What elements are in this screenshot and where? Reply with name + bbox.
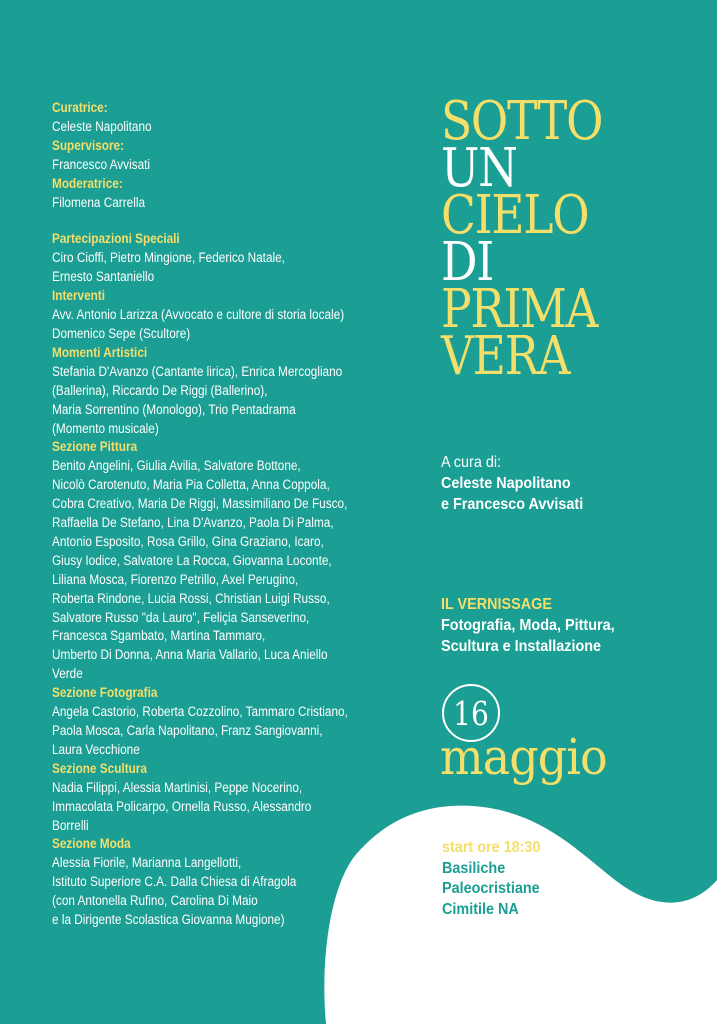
credit-line: Raffaella De Stefano, Lina D'Avanzo, Paola Di Palma, <box>52 515 334 531</box>
credit-line: Salvatore Russo "da Lauro", Feliçia Sanseverino, <box>52 609 310 625</box>
credit-line: Nadia Filippi, Alessia Martinisi, Peppe Nocerino, <box>52 779 303 795</box>
title-line: VERA <box>441 326 570 387</box>
vernissage-categories: Fotografia, Moda, Pittura, <box>441 617 615 634</box>
curator-name: Celeste Napolitano <box>441 475 571 492</box>
credit-section-label: Sezione Scultura <box>52 760 147 776</box>
credit-line: Alessia Fiorile, Marianna Langellotti, <box>52 855 242 871</box>
title-line: UN <box>441 138 517 199</box>
credit-line: Domenico Sepe (Scultore) <box>52 325 191 341</box>
credit-line: Francesco Avvisati <box>52 156 151 172</box>
credit-line: Celeste Napolitano <box>52 118 152 134</box>
vernissage-heading: IL VERNISSAGE <box>441 596 552 613</box>
title-line: SOTTO <box>441 91 603 152</box>
credit-line: Verde <box>52 666 83 682</box>
credit-section-label: Momenti Artistici <box>52 344 148 360</box>
credit-section-label: Moderatrice: <box>52 175 123 191</box>
credit-line: Roberta Rindone, Lucia Rossi, Christian Luigi Russo, <box>52 590 330 606</box>
credits-list <box>52 99 369 930</box>
credit-line: (Momento musicale) <box>52 420 159 436</box>
title-line: CIELO <box>441 185 589 246</box>
credit-line: Borrelli <box>52 817 89 833</box>
credit-line: Maria Sorrentino (Monologo), Trio Pentadrama <box>52 401 296 417</box>
credit-line: e la Dirigente Scolastica Giovanna Mugione) <box>52 912 285 928</box>
credit-section-label: Curatrice: <box>52 100 108 115</box>
title-line: PRIMA <box>441 279 598 340</box>
credit-section-label: Sezione Pittura <box>52 439 138 455</box>
credit-line: Istituto Superiore C.A. Dalla Chiesa di Afragola <box>52 874 297 890</box>
date-month: maggio <box>440 728 607 786</box>
credit-section-label: Supervisore: <box>52 137 125 153</box>
credit-section-label: Sezione Fotografia <box>52 685 158 701</box>
credit-line: Paola Mosca, Carla Napolitano, Franz Sangiovanni, <box>52 723 323 738</box>
title-line: DI <box>441 232 493 293</box>
credit-line: Ciro Cioffi, Pietro Mingione, Federico Natale, <box>52 250 285 266</box>
credit-line: Laura Vecchione <box>52 741 140 757</box>
start-time: start ore 18:30 <box>442 839 541 856</box>
event-title <box>441 91 603 387</box>
credit-line: Giusy Iodice, Salvatore La Rocca, Giovanna Loconte, <box>52 552 332 568</box>
credit-section-label: Partecipazioni Speciali <box>52 231 180 247</box>
venue-block <box>442 838 540 920</box>
credit-line: Benito Angelini, Giulia Avilia, Salvatore Bottone, <box>52 458 301 474</box>
vernissage-categories: Scultura e Installazione <box>441 638 602 655</box>
credit-line: Antonio Esposito, Rosa Grillo, Gina Graziano, Icaro, <box>52 533 324 549</box>
credit-line: Stefania D'Avanzo (Cantante lirica), Enrica Mercogliano <box>52 363 343 379</box>
credit-line: (con Antonella Rufino, Carolina Di Maio <box>52 893 258 909</box>
venue-line: Cimitile NA <box>442 900 519 918</box>
vernissage-block <box>441 594 615 657</box>
curated-by-intro: A cura di: <box>441 454 502 471</box>
credit-line: (Ballerina), Riccardo De Riggi (Ballerino), <box>52 382 268 398</box>
venue-line: Basiliche <box>442 859 506 877</box>
credit-line: Cobra Creativo, Maria De Riggi, Massimiliano De Fusco, <box>52 496 348 512</box>
credit-line: Liliana Mosca, Fiorenzo Petrillo, Axel Perugino, <box>52 571 299 587</box>
credit-line: Immacolata Policarpo, Ornella Russo, Alessandro <box>52 798 312 814</box>
credit-section-label: Interventi <box>52 288 106 304</box>
credit-line: Ernesto Santaniello <box>52 269 155 285</box>
credit-line: Nicolò Carotenuto, Maria Pia Colletta, Anna Coppola, <box>52 477 330 493</box>
credit-section-label: Sezione Moda <box>52 836 131 852</box>
curator-name: e Francesco Avvisati <box>441 496 584 513</box>
curated-by <box>441 452 583 515</box>
section-spacer <box>52 212 369 230</box>
date-day: 16 <box>453 693 489 733</box>
credit-line: Avv. Antonio Larizza (Avvocato e cultore di storia locale) <box>52 307 345 323</box>
credit-line: Angela Castorio, Roberta Cozzolino, Tammaro Cristiano, <box>52 704 348 720</box>
credit-line: Filomena Carrella <box>52 194 146 210</box>
credit-line: Umberto Di Donna, Anna Maria Vallario, Luca Aniello <box>52 647 328 663</box>
venue-line: Paleocristiane <box>442 880 540 897</box>
credit-line: Francesca Sgambato, Martina Tammaro, <box>52 628 266 644</box>
